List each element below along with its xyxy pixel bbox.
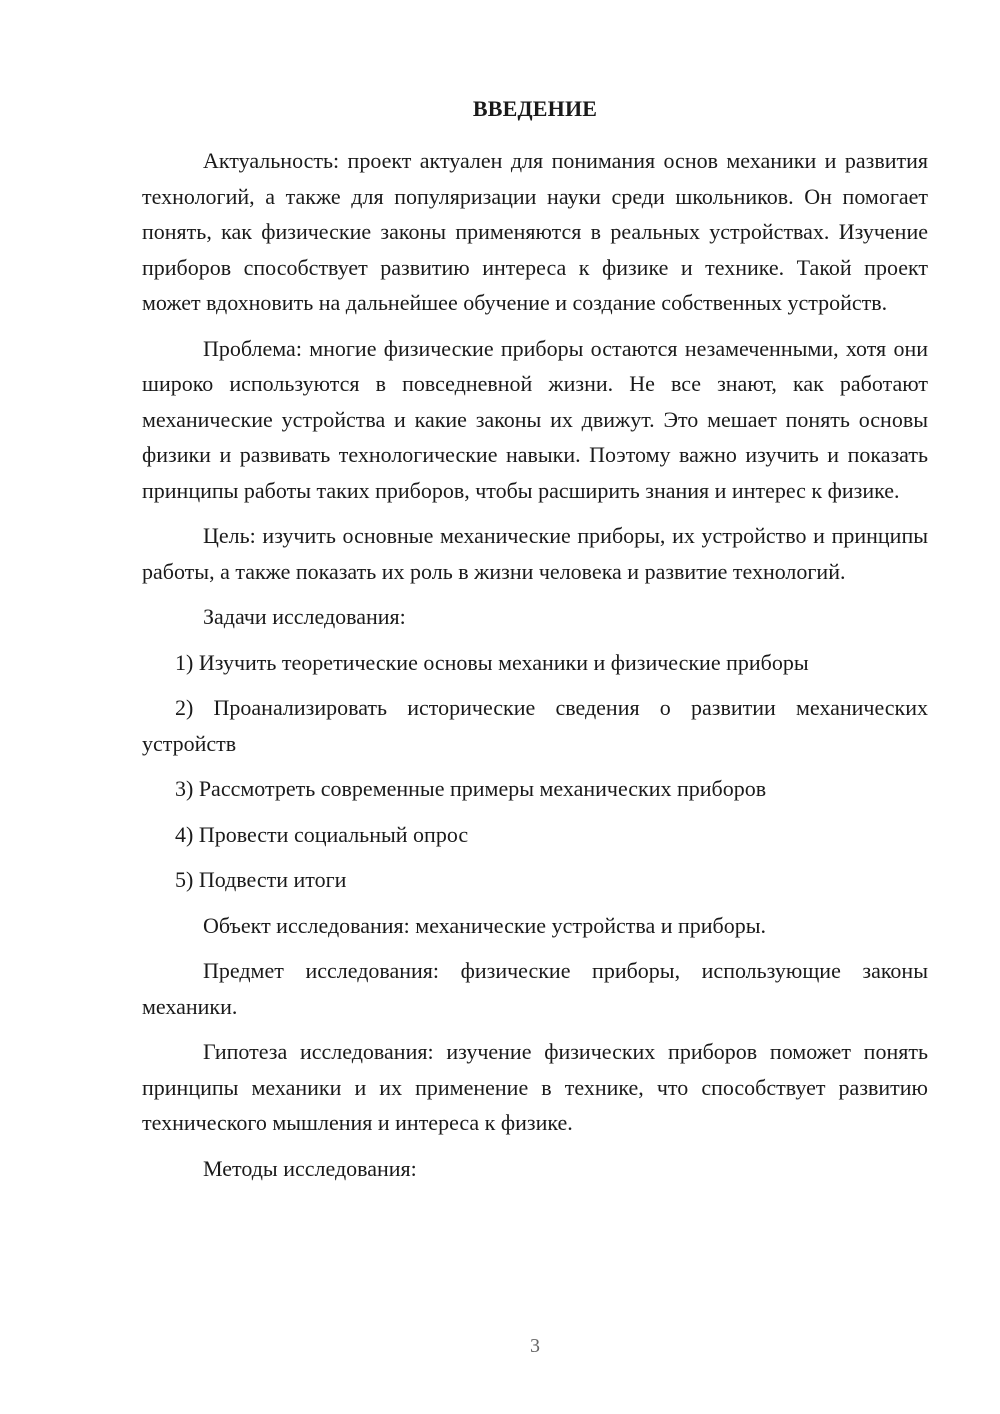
page-number: 3 [530,1335,540,1357]
paragraph-tasks-intro: Задачи исследования: [203,604,406,629]
document-body [142,143,928,1196]
paragraph-relevance: Актуальность: проект актуален для понимания основ механики и развития технологий, а также для популяризации науки среди школьников. Он помогает понять, как физические законы применяются в реальных устройствах. Изучение приборов способствует развитию интереса к физике и технике. Такой проект может вдохновить на дальнейшее обучение и создание собственных устройств. [142,148,928,315]
task-item-3: 3) Рассмотреть современные примеры механических приборов [175,776,767,801]
paragraph-object: Объект исследования: механические устройства и приборы. [203,912,767,938]
task-item-4: 4) Провести социальный опрос [175,821,469,847]
page-title: ВВЕДЕНИЕ [472,96,598,121]
task-item-2: 2) Проанализировать исторические сведения о развитии механических устройств [142,695,928,756]
paragraph-methods: Методы исследования: [203,1155,417,1181]
paragraph-subject: Предмет исследования: физические приборы, использующие законы механики. [142,958,928,1019]
task-item-1: 1) Изучить теоретические основы механики и физические приборы [175,649,809,675]
paragraph-hypothesis: Гипотеза исследования: изучение физических приборов поможет понять принципы механики и их применение в технике, что способствует развитию технического мышления и интереса к физике. [142,1039,928,1135]
paragraph-goal: Цель: изучить основные механические приборы, их устройство и принципы работы, а также показать их роль в жизни человека и развитие технологий. [142,523,928,584]
task-item-5: 5) Подвести итоги [175,867,347,892]
paragraph-problem: Проблема: многие физические приборы остаются незамеченными, хотя они широко используются в повседневной жизни. Не все знают, как работают механические устройства и какие законы их движут. Это мешает понять основы физики и развивать технологические навыки. Поэтому важно изучить и показать принципы работы таких приборов, чтобы расширить знания и интерес к физике. [142,335,928,503]
